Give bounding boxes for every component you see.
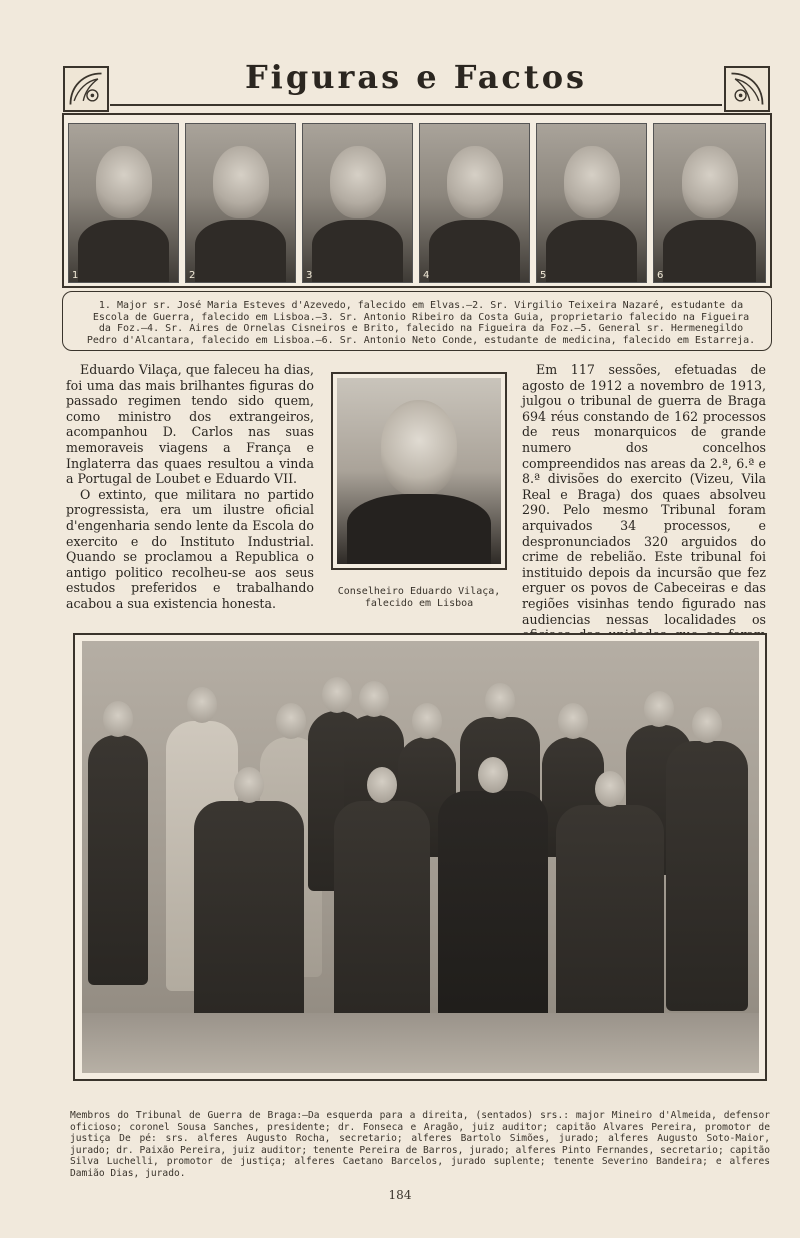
left-ornament-icon xyxy=(63,66,109,112)
portrait-number: 6 xyxy=(657,270,664,281)
page-number: 184 xyxy=(388,1188,412,1202)
right-ornament-icon xyxy=(724,66,770,112)
title-divider xyxy=(110,104,722,106)
portrait-photo xyxy=(536,123,647,283)
portrait-number: 5 xyxy=(540,270,547,281)
portrait-number: 3 xyxy=(306,270,313,281)
group-photo xyxy=(82,641,759,1073)
portrait-photo xyxy=(419,123,530,283)
portrait-caption: 1. Major sr. José Maria Esteves d'Azevedo, falecido em Elvas.—2. Sr. Virgilio Teixeira Nazaré, estudante da Escola de Guerra, falecido em Lisboa.—3. Sr. Antonio Ribeiro da Costa Guia, proprietario falecido na Figueira da Foz.—4. Sr. Aires de Ornelas Cisneiros e Brito, falecido na Figueira da Foz.—5. General sr. Hermenegildo Pedro d'Alcantara, falecido em Lisboa.—6. Sr. Antonio Neto Conde, estudante de medicina, falecido em Estarreja. xyxy=(62,291,772,351)
portrait-number: 2 xyxy=(189,270,196,281)
article-paragraph: Eduardo Vilaça, que faleceu ha dias, foi uma das mais brilhantes figuras do passado regimen tendo sido quem, como ministro dos extrangeiros, acompanhou D. Carlos nas suas memoraveis viagens a França e Inglaterra das quaes resultou a vinda a Portugal de Loubet e Eduardo VII. xyxy=(66,362,314,487)
portrait-number: 1 xyxy=(72,270,79,281)
page-title: Figuras e Factos xyxy=(244,58,588,96)
right-article-column xyxy=(522,362,766,658)
center-portrait-photo xyxy=(331,372,507,570)
article-paragraph: O extinto, que militara no partido progressista, era um ilustre oficial d'engenharia sendo lente da Escola do exercito e do Instituto Industrial. Quando se proclamou a Republica o antigo politico recolheu-se aos seus estudos preferidos e trabalhando acabou a sua existencia honesta. xyxy=(66,486,314,611)
article-paragraph: Em 117 sessões, efetuadas de agosto de 1912 a novembro de 1913, julgou o tribunal de guerra de Braga 694 réus constando de 162 processos de reus monarquicos de grande numero dos concelhos compreendidos nas areas da 2.ª, 6.ª e 8.ª divisões do exercito (Vizeu, Vila Real e Braga) dos quaes absolveu 290. Pelo mesmo Tribunal foram arquivados 34 processos, e despronunciados 320 arguidos do crime de rebelião. Este tribunal foi instituido depois da incursão que fez erguer os povos de Cabeceiras e das regiões visinhas tendo figurado nas audiencias nessas localidades os xyxy=(522,362,766,627)
portrait-photo xyxy=(185,123,296,283)
portrait-number: 4 xyxy=(423,270,430,281)
portrait-photo xyxy=(302,123,413,283)
portrait-photo xyxy=(653,123,766,283)
left-article-column xyxy=(66,362,314,612)
group-photo-caption: Membros do Tribunal de Guerra de Braga:—Da esquerda para a direita, (sentados) srs.: major Mineiro d'Almeida, defensor oficioso; coronel Sousa Sanches, presidente; dr. Fonseca e Aragão, juiz auditor; capitão Alvares Pereira, promotor de justiça De pé: srs. alferes Augusto Rocha, secretario; alferes Bartolo Simões, jurado; alferes Augusto Soto-Maior, jurado; dr. Paixão Pereira, juiz auditor; tenente Pereira de Barros, jurado; alferes Pinto Fernandes, secretario; capitão Silva Luchelli, promotor de justiça; alferes Caetano Barcelos, jurado suplente; tenente Severino Bandeira; e alferes Damião Dias, jurado. xyxy=(70,1110,770,1179)
portrait-photo xyxy=(68,123,179,283)
center-portrait-caption: Conselheiro Eduardo Vilaça, falecido em Lisboa xyxy=(337,586,501,609)
